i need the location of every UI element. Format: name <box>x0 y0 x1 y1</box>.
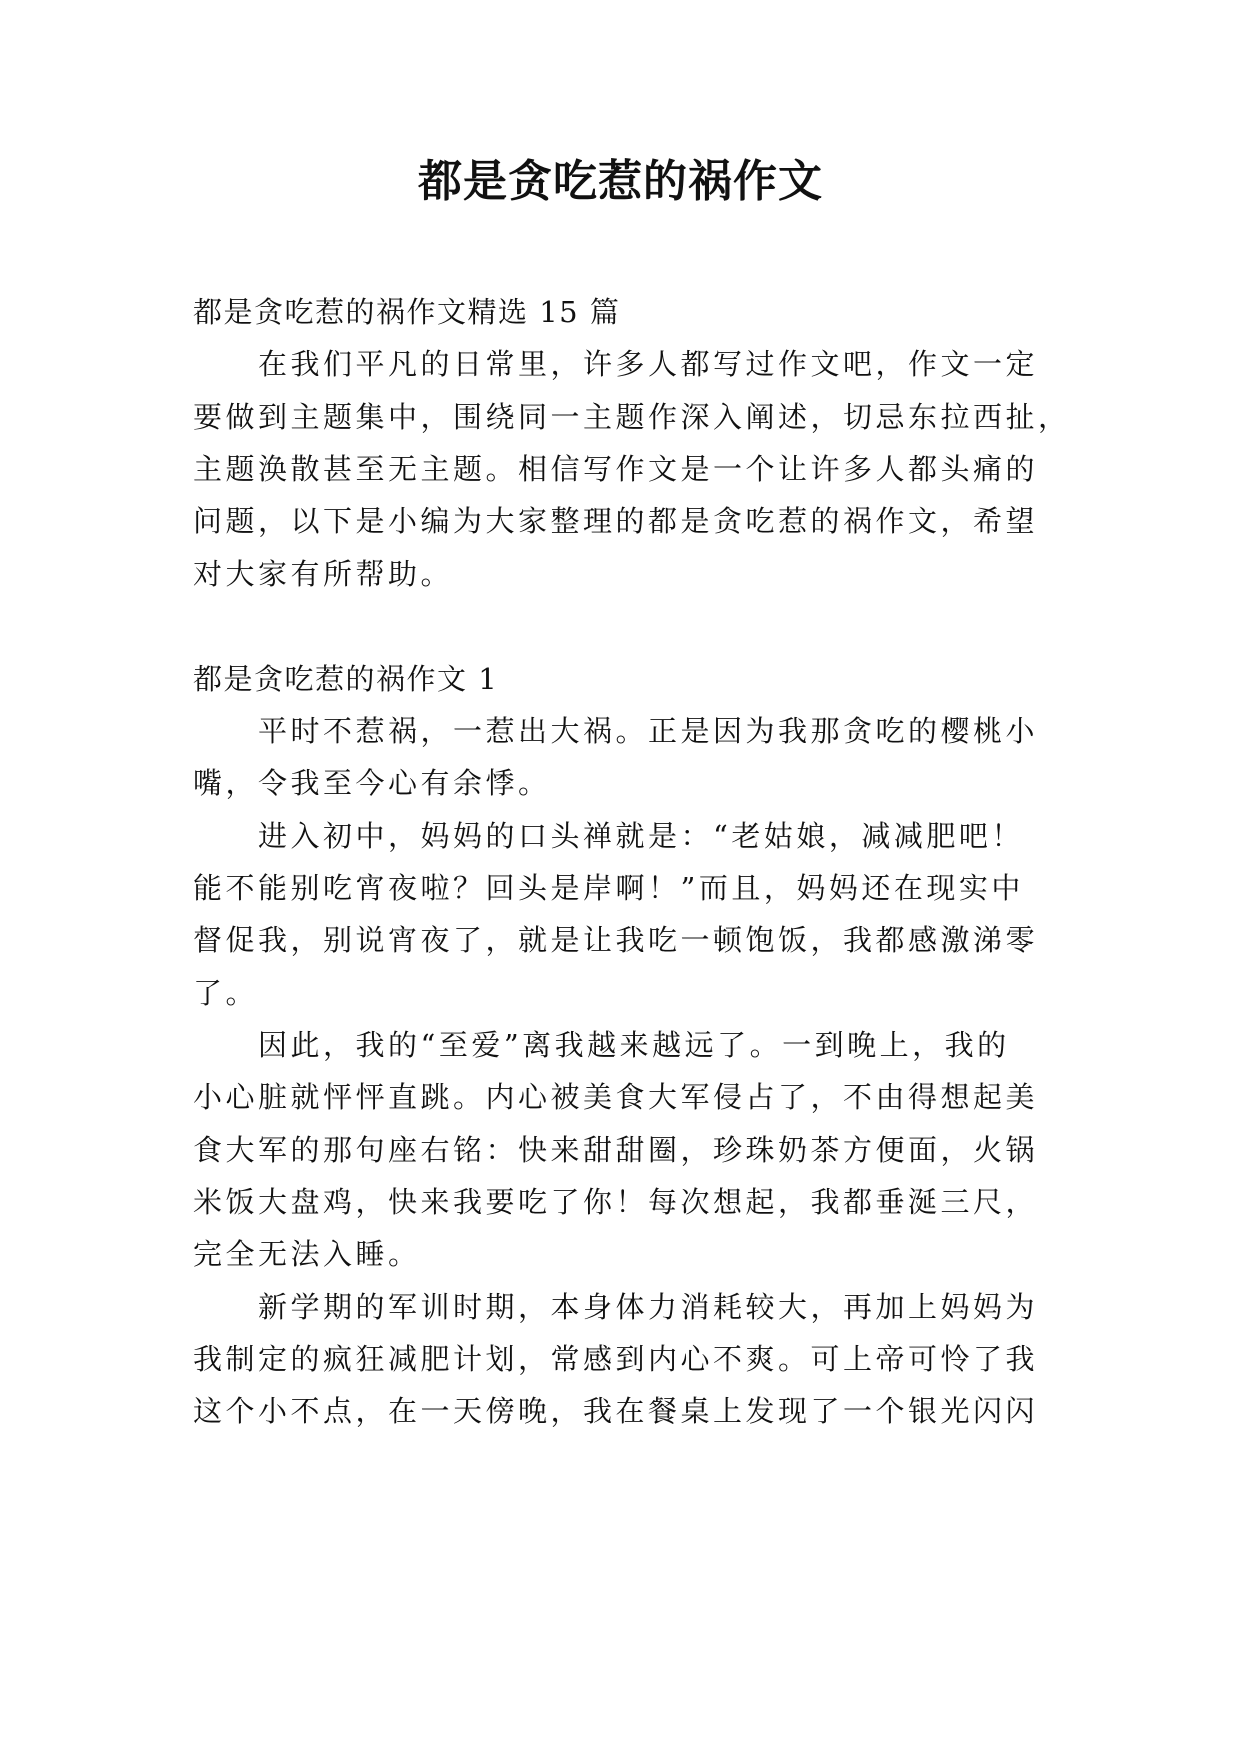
text-line: 问题，以下是小编为大家整理的都是贪吃惹的祸作文，希望 <box>193 504 1039 538</box>
text-line: 新学期的军训时期，本身体力消耗较大，再加上妈妈为 <box>258 1290 1039 1324</box>
text-line: 平时不惹祸，一惹出大祸。正是因为我那贪吃的樱桃小 <box>258 714 1039 748</box>
text-line: 要做到主题集中，围绕同一主题作深入阐述，切忌东拉西扯， <box>193 400 1071 434</box>
intro-heading: 都是贪吃惹的祸作文精选 15 篇 <box>193 295 621 329</box>
essay-1-heading: 都是贪吃惹的祸作文 1 <box>193 662 499 696</box>
text-line: 对大家有所帮助。 <box>193 557 454 591</box>
document-title: 都是贪吃惹的祸作文 <box>418 156 823 207</box>
text-line: 这个小不点，在一天傍晚，我在餐桌上发现了一个银光闪闪 <box>193 1394 1039 1428</box>
text-line: 了。 <box>193 976 259 1010</box>
text-line: 小心脏就怦怦直跳。内心被美食大军侵占了，不由得想起美 <box>193 1080 1039 1114</box>
text-line: 能不能别吃宵夜啦？回头是岸啊！”而且，妈妈还在现实中 <box>193 871 1024 905</box>
text-line: 食大军的那句座右铭：快来甜甜圈，珍珠奶茶方便面，火锅 <box>193 1133 1039 1167</box>
text-line: 嘴，令我至今心有余悸。 <box>193 766 551 800</box>
text-line: 在我们平凡的日常里，许多人都写过作文吧，作文一定 <box>258 347 1039 381</box>
text-line: 完全无法入睡。 <box>193 1237 421 1271</box>
text-line: 督促我，别说宵夜了，就是让我吃一顿饱饭，我都感激涕零 <box>193 923 1039 957</box>
text-line: 我制定的疯狂减肥计划，常感到内心不爽。可上帝可怜了我 <box>193 1342 1039 1376</box>
text-line: 进入初中，妈妈的口头禅就是：“老姑娘，减减肥吧！ <box>258 819 1024 853</box>
text-line: 因此，我的“至爱”离我越来越远了。一到晚上，我的 <box>258 1028 1010 1062</box>
text-line: 主题涣散甚至无主题。相信写作文是一个让许多人都头痛的 <box>193 452 1039 486</box>
text-line: 米饭大盘鸡，快来我要吃了你！每次想起，我都垂涎三尺， <box>193 1185 1039 1219</box>
